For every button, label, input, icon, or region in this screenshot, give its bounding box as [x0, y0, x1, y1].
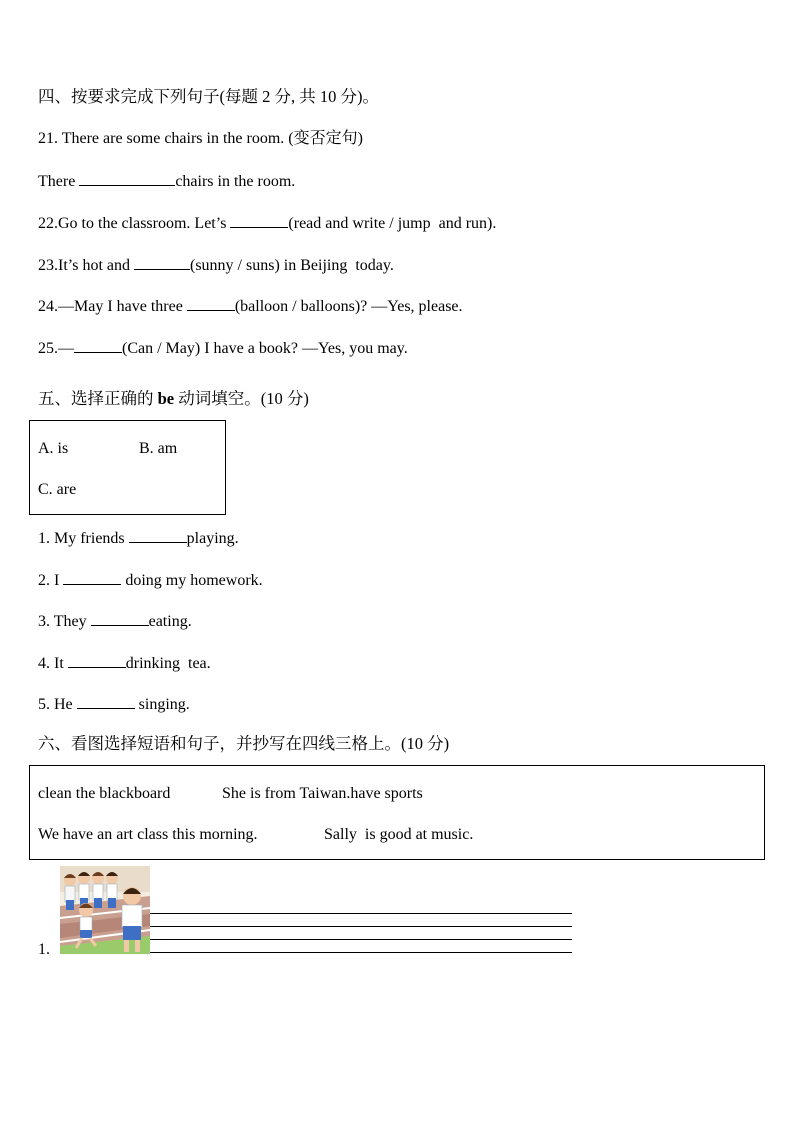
phrase-clean-blackboard: clean the blackboard	[38, 785, 171, 802]
writing-line-3[interactable]	[150, 939, 572, 940]
writing-line-4[interactable]	[150, 952, 572, 953]
be-question-prefix: 1. My friends	[38, 530, 129, 547]
question-24-prefix: 24.—May I have three	[38, 298, 187, 315]
question-24-blank[interactable]	[187, 295, 235, 311]
section-5-heading	[38, 389, 309, 409]
section-4-heading: 四、按要求完成下列句子(每题 2 分, 共 10 分)。	[38, 87, 379, 106]
question-21: 21. There are some chairs in the room. (变否定句)	[38, 130, 363, 147]
be-question-blank[interactable]	[63, 569, 121, 585]
be-question-prefix: 3. They	[38, 613, 91, 630]
heading-bold-be: be	[157, 389, 175, 408]
phrase-row-2	[38, 825, 473, 845]
phrase-row-1	[38, 784, 423, 804]
be-question-suffix: singing.	[134, 696, 190, 713]
question-25	[38, 337, 408, 359]
kids-sports-illustration	[60, 866, 150, 954]
be-question-5	[38, 693, 190, 715]
answer-suffix: chairs in the room.	[175, 173, 296, 190]
options-row-1	[38, 439, 177, 459]
be-question-1	[38, 527, 239, 549]
question-24-suffix: (balloon / balloons)? —Yes, please.	[234, 298, 463, 315]
question-22-suffix: (read and write / jump and run).	[288, 215, 497, 232]
question-23-suffix: (sunny / suns) in Beijing today.	[190, 257, 394, 274]
phrase-box	[29, 765, 765, 860]
question-24	[38, 295, 463, 317]
be-question-suffix: playing.	[186, 530, 239, 547]
question-23-prefix: 23.It’s hot and	[38, 257, 134, 274]
be-question-blank[interactable]	[129, 527, 187, 543]
phrase-from-taiwan-have-sports: She is from Taiwan.have sports	[222, 785, 423, 802]
question-22	[38, 212, 496, 234]
question-22-prefix: 22.Go to the classroom. Let’s	[38, 215, 231, 232]
question-25-prefix: 25.—	[38, 340, 74, 357]
question-23-blank[interactable]	[134, 254, 190, 270]
option-a: A. is	[38, 440, 69, 457]
heading-text-end: 动词填空。(10 分)	[174, 389, 309, 408]
question-25-blank[interactable]	[74, 337, 122, 353]
question-22-blank[interactable]	[230, 212, 288, 228]
phrase-sally-music: Sally is good at music.	[324, 826, 474, 843]
option-c: C. are	[38, 481, 77, 498]
be-question-prefix: 4. It	[38, 655, 68, 672]
writing-line-2[interactable]	[150, 926, 572, 927]
be-question-blank[interactable]	[77, 693, 135, 709]
question-25-suffix: (Can / May) I have a book? —Yes, you may.	[122, 340, 408, 357]
be-question-blank[interactable]	[91, 610, 149, 626]
be-question-blank[interactable]	[68, 652, 126, 668]
section-6-heading: 六、看图选择短语和句子，并抄写在四线三格上。(10 分)	[38, 734, 450, 753]
be-question-4	[38, 652, 211, 674]
picture-question-number: 1.	[38, 941, 50, 958]
question-21-answer-line	[38, 170, 295, 192]
answer-prefix: There	[38, 173, 80, 190]
answer-blank[interactable]	[79, 170, 175, 186]
question-23	[38, 254, 394, 276]
option-b: B. am	[139, 440, 178, 457]
be-question-prefix: 2. I	[38, 572, 64, 589]
be-question-3	[38, 610, 192, 632]
phrase-art-class: We have an art class this morning.	[38, 826, 258, 843]
be-question-2	[38, 569, 263, 591]
writing-line-1[interactable]	[150, 913, 572, 914]
be-question-prefix: 5. He	[38, 696, 77, 713]
be-question-suffix: drinking tea.	[125, 655, 211, 672]
options-box	[29, 420, 226, 515]
heading-text: 五、选择正确的	[38, 389, 158, 408]
be-question-suffix: eating.	[148, 613, 192, 630]
be-question-suffix: doing my homework.	[121, 572, 263, 589]
